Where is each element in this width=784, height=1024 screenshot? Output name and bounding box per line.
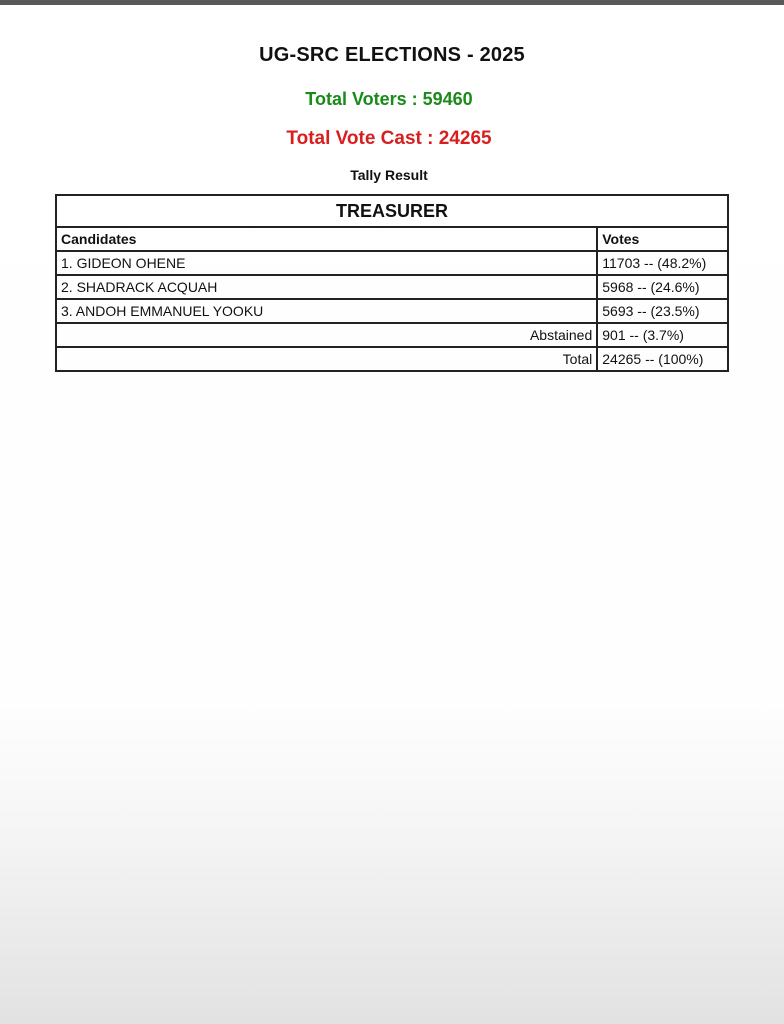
table-row (56, 299, 728, 323)
total-voters: Total Voters : 59460 (305, 89, 473, 109)
candidate-name: 3. ANDOH EMMANUEL YOOKU (56, 299, 597, 323)
office-row (56, 195, 728, 227)
total-votes: 24265 -- (100%) (597, 347, 728, 371)
candidate-votes: 5968 -- (24.6%) (597, 275, 728, 299)
total-label: Total (56, 347, 597, 371)
tally-result-heading: Tally Result (350, 167, 428, 183)
abstained-votes: 901 -- (3.7%) (597, 323, 728, 347)
results-table (55, 194, 729, 372)
page-title: UG-SRC ELECTIONS - 2025 (259, 44, 525, 66)
table-row (56, 251, 728, 275)
header-row (56, 227, 728, 251)
candidates-column-header: Candidates (56, 227, 597, 251)
total-row (56, 347, 728, 371)
abstained-row (56, 323, 728, 347)
candidate-votes: 11703 -- (48.2%) (597, 251, 728, 275)
candidate-name: 2. SHADRACK ACQUAH (56, 275, 597, 299)
votes-column-header: Votes (597, 227, 728, 251)
candidate-votes: 5693 -- (23.5%) (597, 299, 728, 323)
abstained-label: Abstained (56, 323, 597, 347)
total-vote-cast: Total Vote Cast : 24265 (286, 128, 492, 149)
top-bar (0, 0, 784, 5)
office-title: TREASURER (56, 195, 728, 227)
table-row (56, 275, 728, 299)
candidate-name: 1. GIDEON OHENE (56, 251, 597, 275)
